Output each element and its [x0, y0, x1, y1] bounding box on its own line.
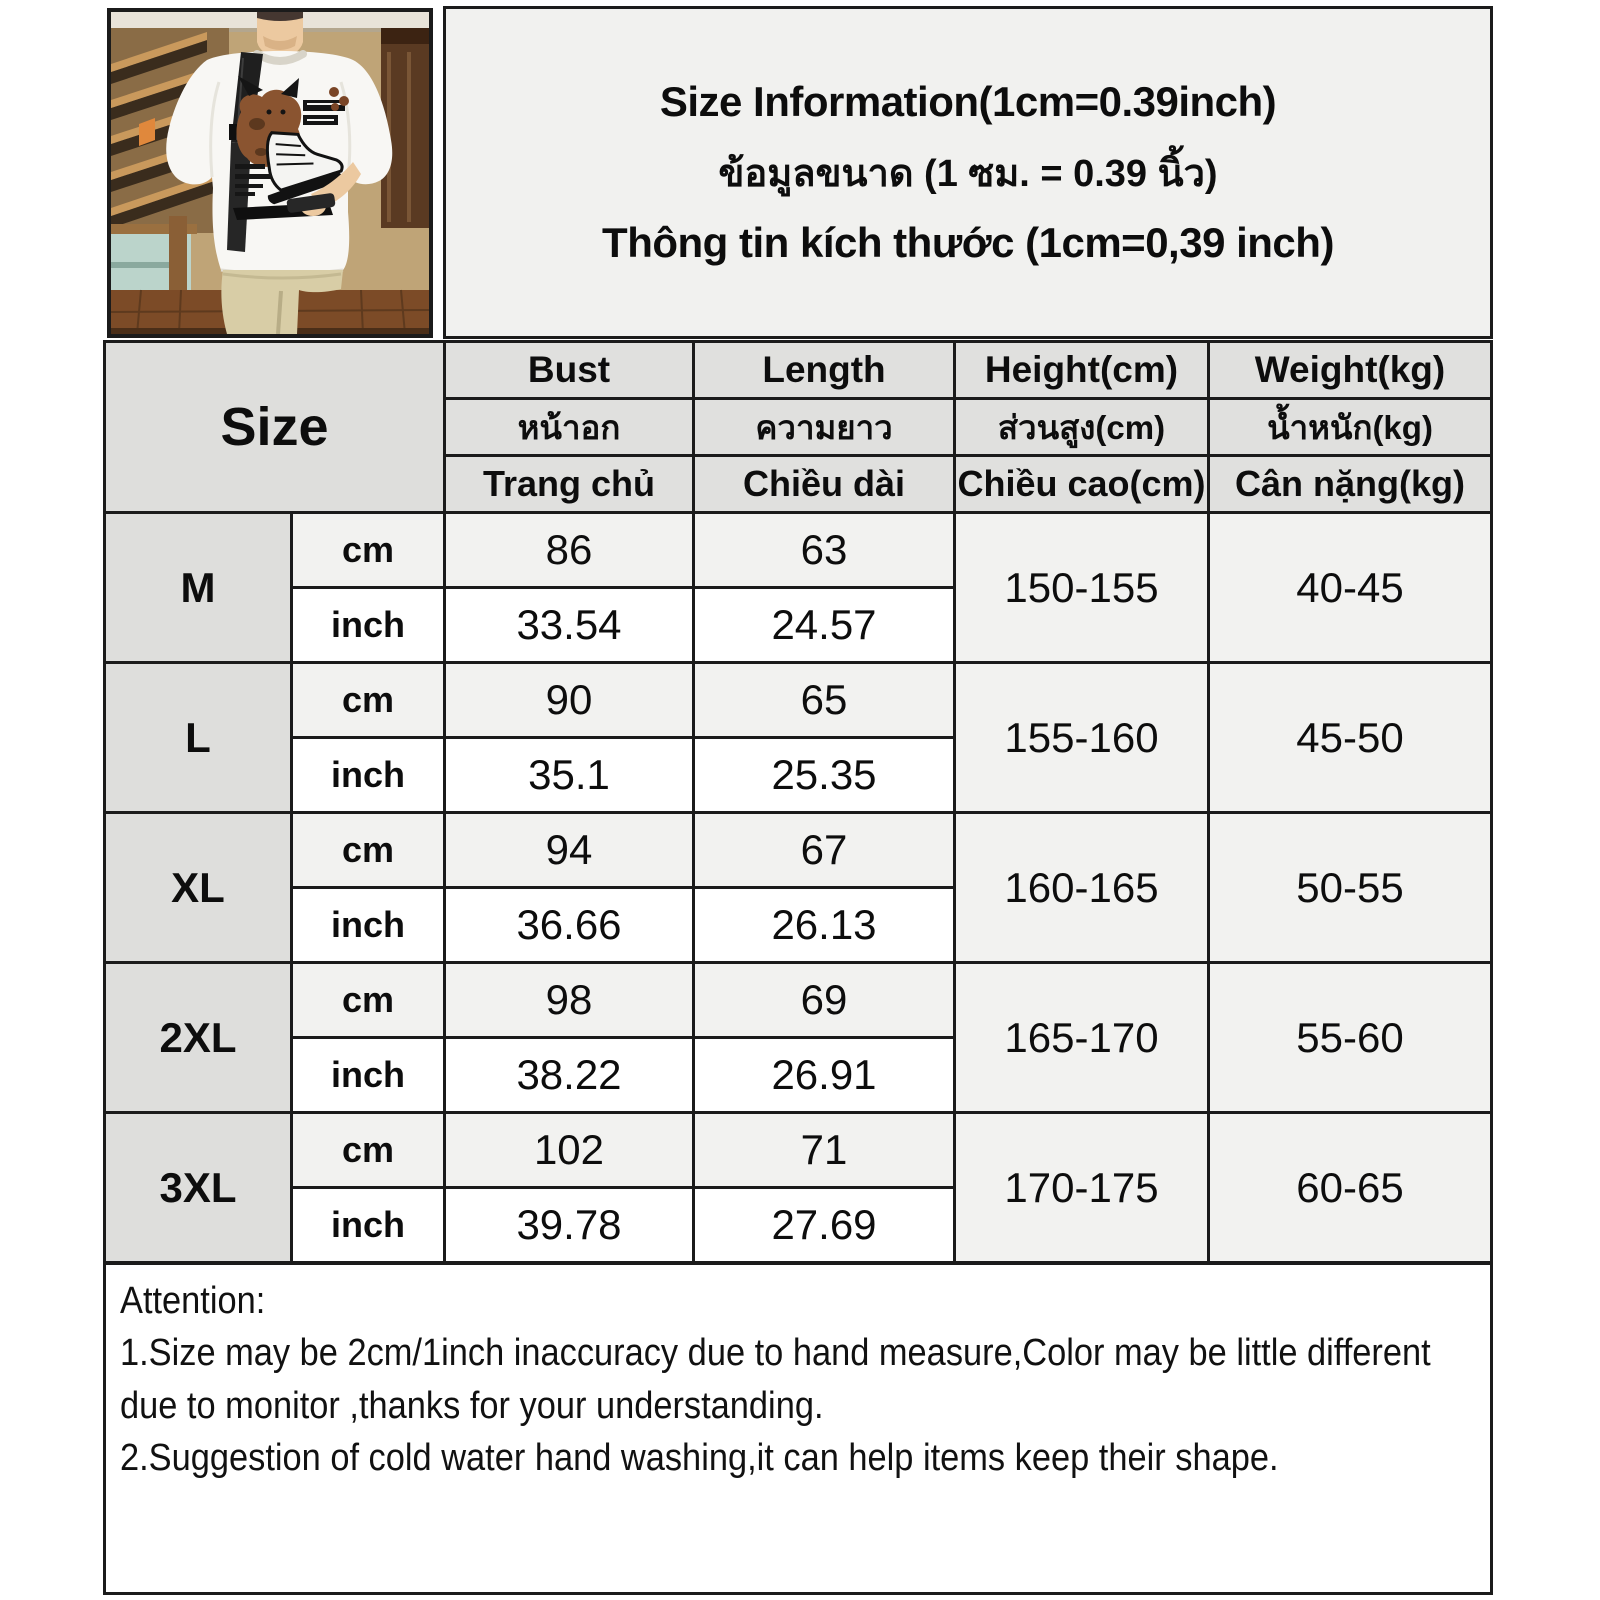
- size-label-2xl: 2XL: [105, 963, 292, 1113]
- size-column-header: Size: [105, 342, 445, 513]
- unit-inch: inch: [292, 588, 445, 663]
- bust-inch-3xl: 39.78: [445, 1188, 694, 1263]
- size-table: [103, 340, 1493, 1264]
- unit-cm: cm: [292, 1113, 445, 1188]
- unit-cm: cm: [292, 813, 445, 888]
- bust-inch-m: 33.54: [445, 588, 694, 663]
- bust-cm-xl: 94: [445, 813, 694, 888]
- product-photo: [107, 8, 433, 338]
- length-cm-m: 63: [694, 513, 955, 588]
- unit-cm: cm: [292, 513, 445, 588]
- bust-cm-3xl: 102: [445, 1113, 694, 1188]
- bust-inch-l: 35.1: [445, 738, 694, 813]
- weight-header-vi: Cân nặng(kg): [1209, 456, 1492, 513]
- length-cm-3xl: 71: [694, 1113, 955, 1188]
- weight-range-xl: 50-55: [1209, 813, 1492, 963]
- table-row: [105, 663, 1492, 738]
- product-photo-illustration: [111, 12, 429, 334]
- length-inch-2xl: 26.91: [694, 1038, 955, 1113]
- bust-header-en: Bust: [445, 342, 694, 399]
- length-header-vi: Chiều dài: [694, 456, 955, 513]
- table-row: [105, 1113, 1492, 1188]
- height-range-2xl: 165-170: [955, 963, 1209, 1113]
- size-info-title-box: [443, 6, 1493, 339]
- table-row: [105, 513, 1492, 588]
- bust-cm-2xl: 98: [445, 963, 694, 1038]
- attention-box: [103, 1262, 1493, 1595]
- length-inch-3xl: 27.69: [694, 1188, 955, 1263]
- height-range-3xl: 170-175: [955, 1113, 1209, 1263]
- length-header-th: ความยาว: [694, 399, 955, 456]
- weight-range-l: 45-50: [1209, 663, 1492, 813]
- header-row-english: [105, 342, 1492, 399]
- weight-range-m: 40-45: [1209, 513, 1492, 663]
- height-header-th: ส่วนสูง(cm): [955, 399, 1209, 456]
- length-header-en: Length: [694, 342, 955, 399]
- bust-inch-2xl: 38.22: [445, 1038, 694, 1113]
- title-english: Size Information(1cm=0.39inch): [659, 78, 1277, 125]
- size-label-l: L: [105, 663, 292, 813]
- attention-heading: Attention:: [120, 1280, 266, 1322]
- weight-range-3xl: 60-65: [1209, 1113, 1492, 1263]
- unit-cm: cm: [292, 963, 445, 1038]
- height-range-l: 155-160: [955, 663, 1209, 813]
- unit-inch: inch: [292, 888, 445, 963]
- title-vietnamese: Thông tin kích thước (1cm=0,39 inch): [602, 219, 1334, 266]
- height-range-m: 150-155: [955, 513, 1209, 663]
- weight-range-2xl: 55-60: [1209, 963, 1492, 1113]
- size-label-xl: XL: [105, 813, 292, 963]
- length-cm-l: 65: [694, 663, 955, 738]
- length-cm-2xl: 69: [694, 963, 955, 1038]
- table-row: [105, 963, 1492, 1038]
- bust-inch-xl: 36.66: [445, 888, 694, 963]
- attention-note-2: 2.Suggestion of cold water hand washing,it can help items keep their shape.: [120, 1437, 1279, 1480]
- bust-cm-m: 86: [445, 513, 694, 588]
- size-label-3xl: 3XL: [105, 1113, 292, 1263]
- bust-header-vi: Trang chủ: [445, 456, 694, 513]
- size-label-m: M: [105, 513, 292, 663]
- bust-header-th: หน้าอก: [445, 399, 694, 456]
- height-header-vi: Chiều cao(cm): [955, 456, 1209, 513]
- unit-cm: cm: [292, 663, 445, 738]
- length-inch-xl: 26.13: [694, 888, 955, 963]
- table-row: [105, 813, 1492, 888]
- height-header-en: Height(cm): [955, 342, 1209, 399]
- length-cm-xl: 67: [694, 813, 955, 888]
- height-range-xl: 160-165: [955, 813, 1209, 963]
- unit-inch: inch: [292, 1038, 445, 1113]
- bust-cm-l: 90: [445, 663, 694, 738]
- length-inch-l: 25.35: [694, 738, 955, 813]
- weight-header-en: Weight(kg): [1209, 342, 1492, 399]
- unit-inch: inch: [292, 1188, 445, 1263]
- unit-inch: inch: [292, 738, 445, 813]
- length-inch-m: 24.57: [694, 588, 955, 663]
- attention-note-1: 1.Size may be 2cm/1inch inaccuracy due to hand measure,Color may be little different due to monitor ,thanks for your understanding.: [120, 1332, 1431, 1427]
- weight-header-th: น้ำหนัก(kg): [1209, 399, 1492, 456]
- title-thai: ข้อมูลขนาด (1 ซม. = 0.39 นิ้ว): [718, 153, 1218, 195]
